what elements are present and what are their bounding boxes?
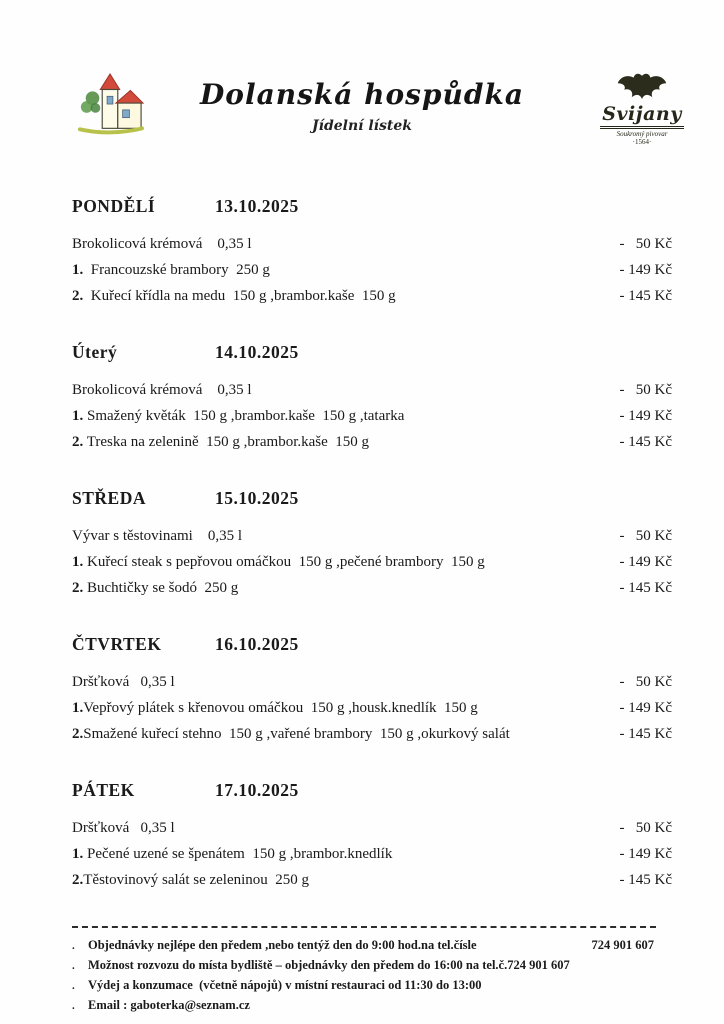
bullet-icon: . [72, 1000, 75, 1012]
dish-price: - 50 Kč [619, 236, 672, 252]
dish-price: - 149 Kč [619, 408, 672, 424]
dish-price: - 50 Kč [619, 820, 672, 836]
day-date: 15.10.2025 [215, 488, 299, 508]
footer-phone: 724 901 607 [591, 938, 654, 952]
menu-item [72, 523, 672, 549]
day-date: 13.10.2025 [215, 196, 299, 216]
dish-price: - 50 Kč [619, 528, 672, 544]
svijany-year: ·1564· [632, 137, 652, 146]
dish-text: Brokolicová krémová 0,35 l [72, 236, 252, 252]
dish-price: - 149 Kč [619, 262, 672, 278]
dish-number: 1. [72, 846, 84, 862]
day-header [72, 196, 672, 217]
footer-text: Možnost rozvozu do místa bydliště – objednávky den předem do 16:00 na tel.č.724 901 607 [88, 958, 570, 972]
dish-number: 1. [72, 554, 84, 570]
dish-price: - 145 Kč [619, 288, 672, 304]
dish-price: - 149 Kč [619, 846, 672, 862]
dish-price: - 145 Kč [619, 434, 672, 450]
footer-line-hours [72, 976, 654, 996]
day-name: ČTVRTEK [72, 634, 162, 654]
day-date: 17.10.2025 [215, 780, 299, 800]
menu-item [72, 695, 672, 721]
dish-price: - 145 Kč [619, 726, 672, 742]
menu-item [72, 429, 672, 455]
footer-line-email [72, 996, 654, 1016]
dish-text: Buchtičky se šodó 250 g [83, 580, 239, 596]
footer-text: Výdej a konzumace (včetně nápojů) v místní restauraci od 11:30 do 13:00 [88, 978, 482, 992]
day-header [72, 342, 672, 363]
day-header [72, 634, 672, 655]
page-subtitle: Jídelní lístek [312, 118, 412, 134]
menu-item [72, 403, 672, 429]
day-name: Úterý [72, 342, 118, 362]
menu-item [72, 575, 672, 601]
day-section-friday [72, 780, 672, 893]
footer-line-orders [72, 936, 654, 956]
house-logo-icon [76, 70, 144, 142]
dish-text: Dršťková 0,35 l [72, 674, 175, 690]
footer-text: Objednávky nejlépe den předem ,nebo tentýž den do 9:00 hod.na tel.čísle [88, 938, 477, 952]
dish-text: Kuřecí křídla na medu 150 g ,brambor.kaše 150 g [83, 288, 396, 304]
svijany-eagle-icon [613, 72, 671, 100]
menu-item [72, 549, 672, 575]
dish-price: - 145 Kč [619, 872, 672, 888]
footer-line-delivery [72, 956, 654, 976]
day-section-wednesday [72, 488, 672, 601]
day-header [72, 780, 672, 801]
dish-text: Smažený květák 150 g ,brambor.kaše 150 g ,tatarka [83, 408, 405, 424]
menu-item [72, 669, 672, 695]
day-date: 14.10.2025 [215, 342, 299, 362]
dish-number: 1. [72, 408, 84, 424]
dish-text: Těstovinový salát se zeleninou 250 g [83, 872, 310, 888]
page-header [0, 0, 724, 158]
bullet-icon: . [72, 980, 75, 992]
dish-text: Brokolicová krémová 0,35 l [72, 382, 252, 398]
menu-item [72, 721, 672, 747]
day-date: 16.10.2025 [215, 634, 299, 654]
page-title: Dolanská hospůdka [199, 78, 524, 111]
dashed-separator [72, 926, 656, 928]
dish-text: Treska na zelenině 150 g ,brambor.kaše 150 g [83, 434, 370, 450]
svijany-brand-name: Svijany [600, 105, 684, 129]
day-name: PÁTEK [72, 780, 135, 800]
menu-item [72, 283, 672, 309]
menu-item [72, 815, 672, 841]
dish-text: Vepřový plátek s křenovou omáčkou 150 g ,housk.knedlík 150 g [83, 700, 478, 716]
bullet-icon: . [72, 940, 75, 952]
menu-item [72, 841, 672, 867]
page-footer [0, 926, 724, 1016]
dish-price: - 50 Kč [619, 382, 672, 398]
day-section-monday [72, 196, 672, 309]
dish-text: Smažené kuřecí stehno 150 g ,vařené brambory 150 g ,okurkový salát [83, 726, 510, 742]
svijany-logo [590, 72, 694, 146]
day-section-tuesday [72, 342, 672, 455]
dish-number: 2. [72, 726, 84, 742]
dish-number: 1. [72, 700, 84, 716]
day-section-thursday [72, 634, 672, 747]
dish-number: 2. [72, 872, 84, 888]
dish-text: Vývar s těstovinami 0,35 l [72, 528, 242, 544]
dish-number: 2. [72, 580, 84, 596]
dish-number: 2. [72, 434, 84, 450]
dish-price: - 145 Kč [619, 580, 672, 596]
dish-price: - 149 Kč [619, 700, 672, 716]
dish-text: Pečené uzené se špenátem 150 g ,brambor.knedlík [83, 846, 393, 862]
footer-email: Email : gaboterka@seznam.cz [88, 998, 250, 1012]
menu-item [72, 257, 672, 283]
dish-price: - 50 Kč [619, 674, 672, 690]
dish-price: - 149 Kč [619, 554, 672, 570]
svijany-tagline: Soukromý pivovar [616, 129, 668, 138]
bullet-icon: . [72, 960, 75, 972]
dish-text: Dršťková 0,35 l [72, 820, 175, 836]
weekly-menu [0, 196, 724, 893]
menu-item [72, 231, 672, 257]
day-header [72, 488, 672, 509]
menu-item [72, 867, 672, 893]
day-name: PONDĚLÍ [72, 196, 156, 216]
dish-text: Francouzské brambory 250 g [83, 262, 270, 278]
day-name: STŘEDA [72, 488, 146, 508]
dish-number: 1. [72, 262, 84, 278]
dish-text: Kuřecí steak s pepřovou omáčkou 150 g ,pečené brambory 150 g [83, 554, 485, 570]
dish-number: 2. [72, 288, 84, 304]
menu-item [72, 377, 672, 403]
